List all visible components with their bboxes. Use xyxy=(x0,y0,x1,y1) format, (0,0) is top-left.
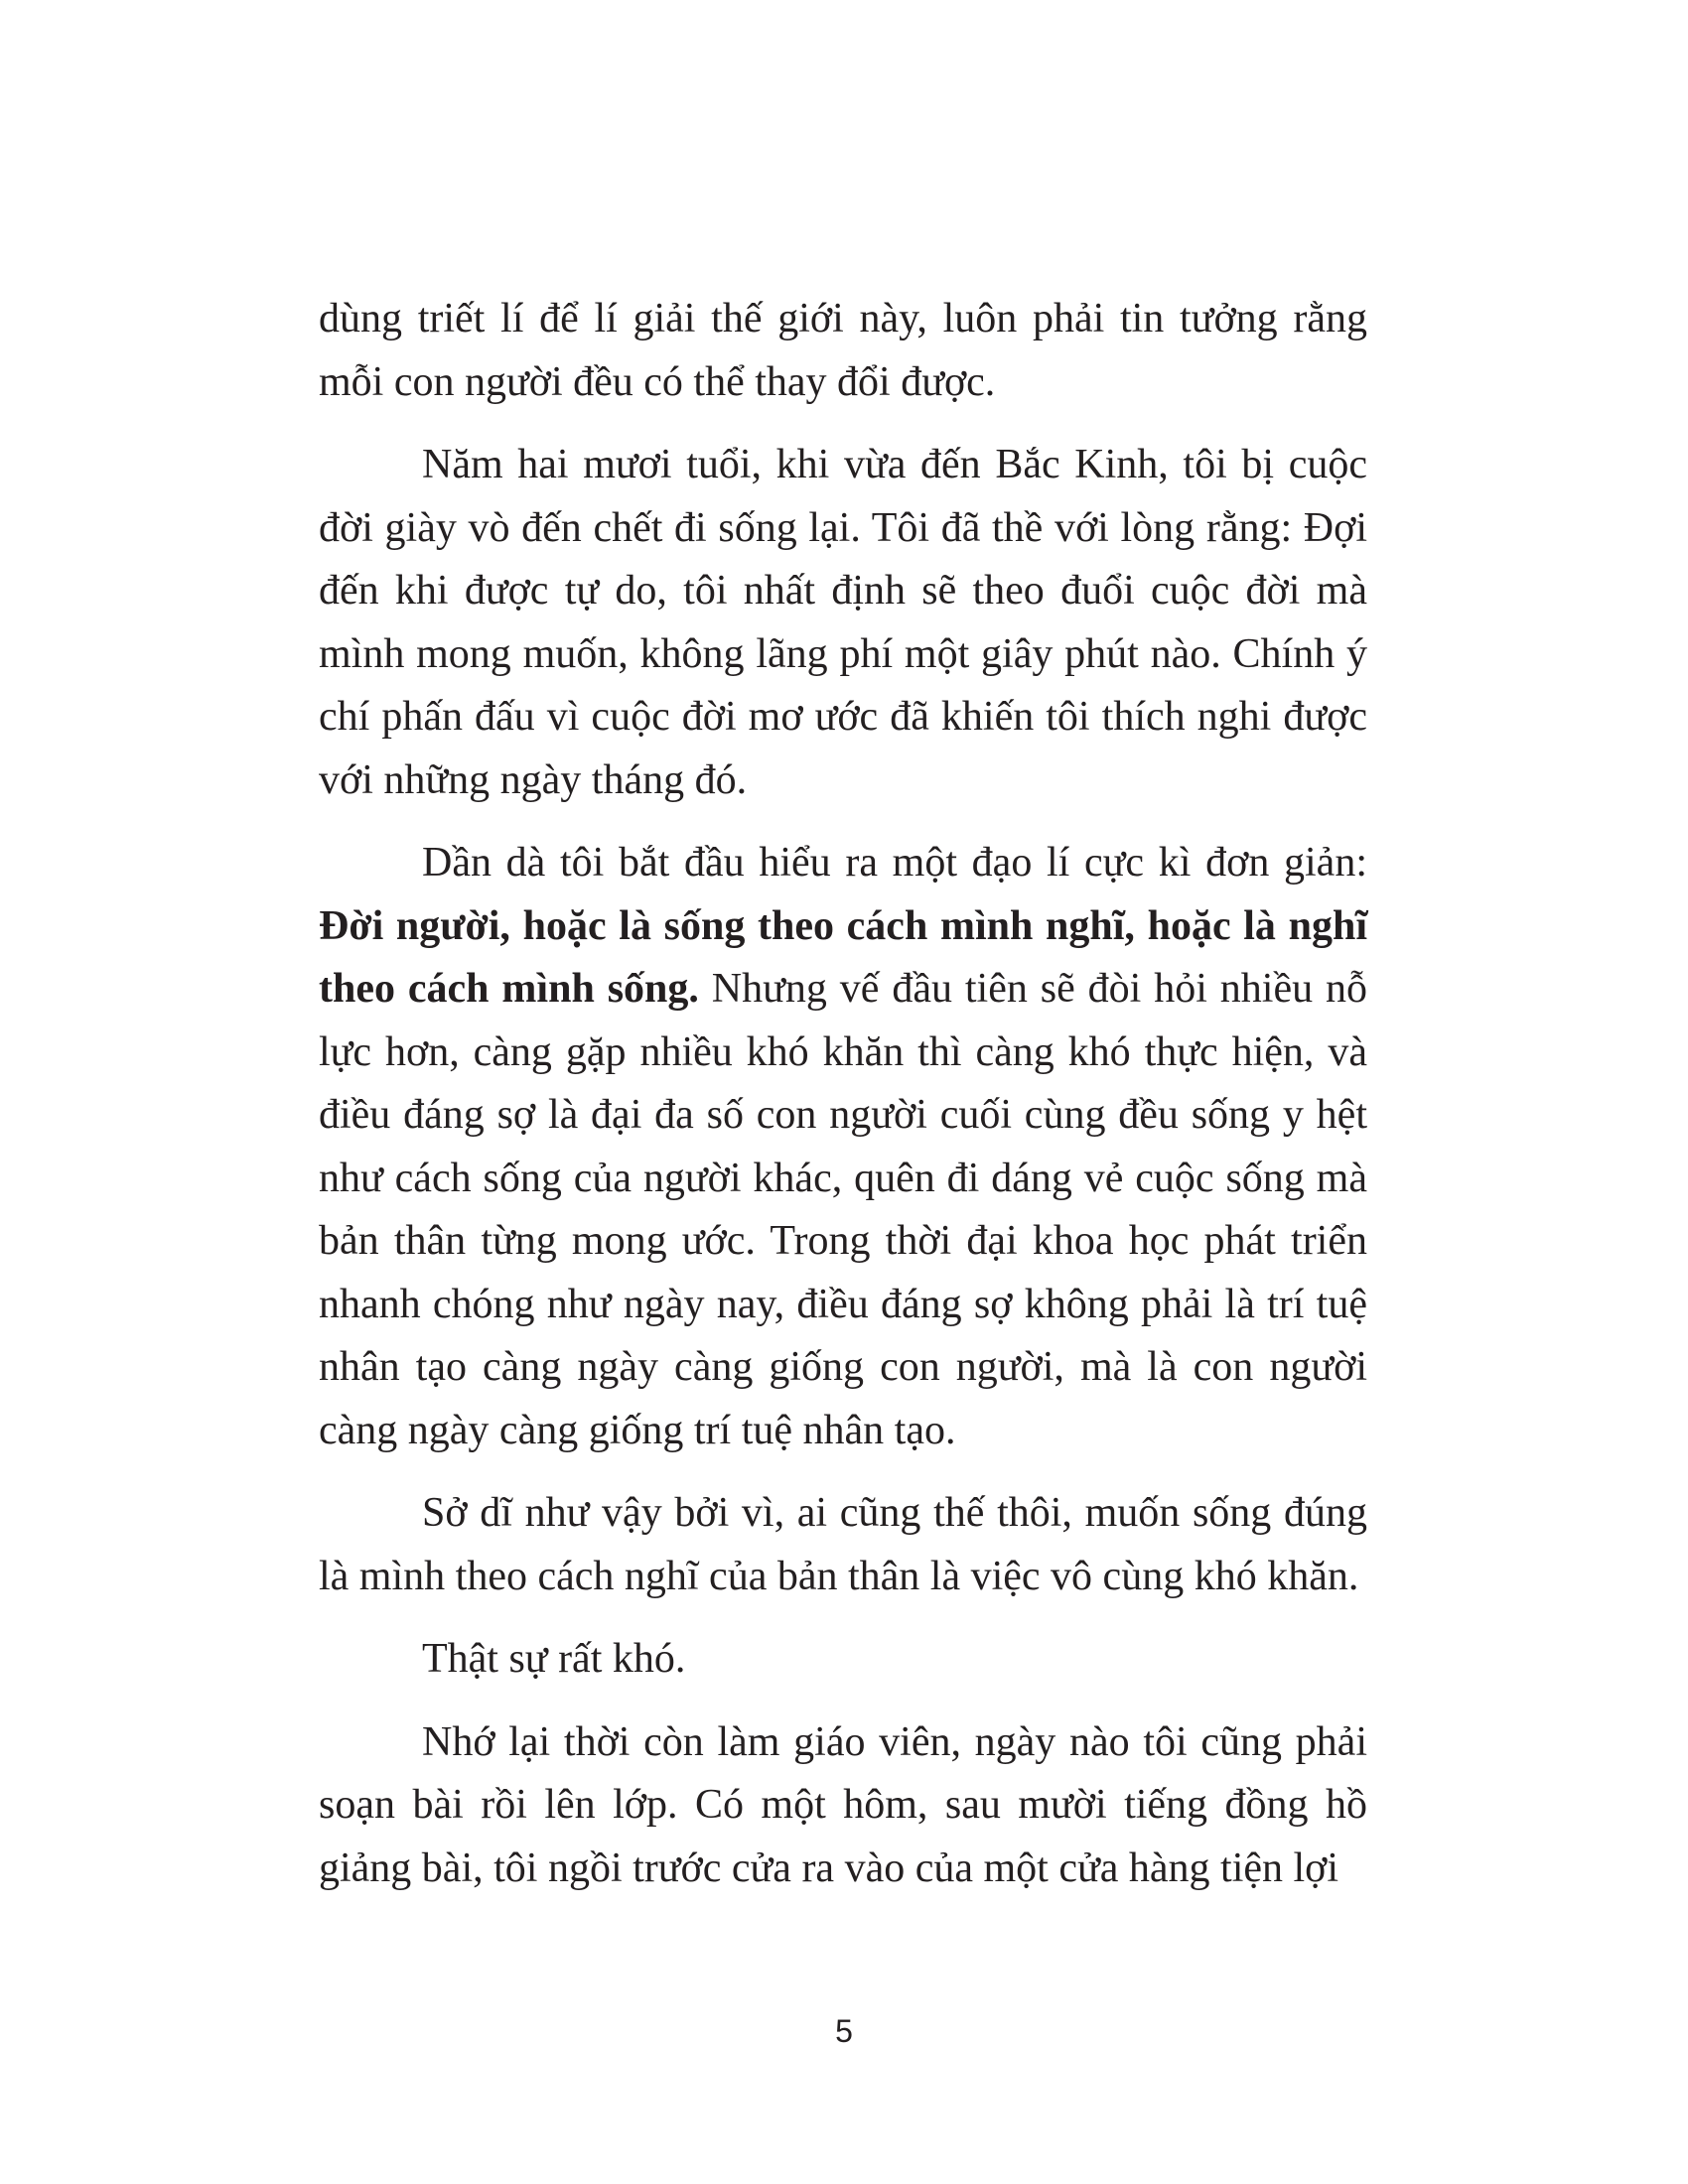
paragraph-2 xyxy=(319,434,1367,812)
paragraph-1 xyxy=(319,288,1367,414)
paragraph-6 xyxy=(319,1711,1367,1901)
paragraph-2-text: Năm hai mươi tuổi, khi vừa đến Bắc Kinh, tôi bị cuộc đời giày vò đến chết đi sống lại. Tôi đã thề với lòng rằng: Đợi đến khi được tự do, tôi nhất định sẽ theo đuổi cuộc đời mà mình mong muốn, không lãng phí một giây phút nào. Chính ý chí phấn đấu vì cuộc đời mơ ước đã khiến tôi thích nghi được với những ngày tháng đó. xyxy=(319,442,1367,803)
paragraph-3 xyxy=(319,832,1367,1462)
paragraph-1-text: dùng triết lí để lí giải thế giới này, luôn phải tin tưởng rằng mỗi con người đều có thể thay đổi được. xyxy=(319,296,1367,405)
paragraph-3-text-intro: Dần dà tôi bắt đầu hiểu ra một đạo lí cực kì đơn giản: xyxy=(422,840,1367,886)
paragraph-3-bold-quote: Đời người, hoặc là sống theo cách mình nghĩ, hoặc là nghĩ theo cách mình sống. xyxy=(319,902,1367,1012)
paragraph-4 xyxy=(319,1482,1367,1608)
paragraph-4-text: Sở dĩ như vậy bởi vì, ai cũng thế thôi, muốn sống đúng là mình theo cách nghĩ của bản thân là việc vô cùng khó khăn. xyxy=(319,1490,1367,1599)
page-number: 5 xyxy=(835,2013,853,2049)
paragraph-5 xyxy=(319,1628,1367,1692)
paragraph-3-text-rest: Nhưng vế đầu tiên sẽ đòi hỏi nhiều nỗ lực hơn, càng gặp nhiều khó khăn thì càng khó thực hiện, và điều đáng sợ là đại đa số con người cuối cùng đều sống y hệt như cách sống của người khác, quên đi dáng vẻ cuộc sống mà bản thân từng mong ước. Trong thời đại khoa học phát triển nhanh chóng như ngày nay, điều đáng sợ không phải là trí tuệ nhân tạo càng ngày càng giống con người, mà là con người càng ngày càng giống trí tuệ nhân tạo. xyxy=(319,966,1367,1453)
paragraph-6-text: Nhớ lại thời còn làm giáo viên, ngày nào tôi cũng phải soạn bài rồi lên lớp. Có một hôm, sau mười tiếng đồng hồ giảng bài, tôi ngồi trước cửa ra vào của một cửa hàng tiện lợi xyxy=(319,1718,1367,1891)
body-text xyxy=(319,288,1367,1920)
paragraph-5-text: Thật sự rất khó. xyxy=(422,1636,686,1682)
